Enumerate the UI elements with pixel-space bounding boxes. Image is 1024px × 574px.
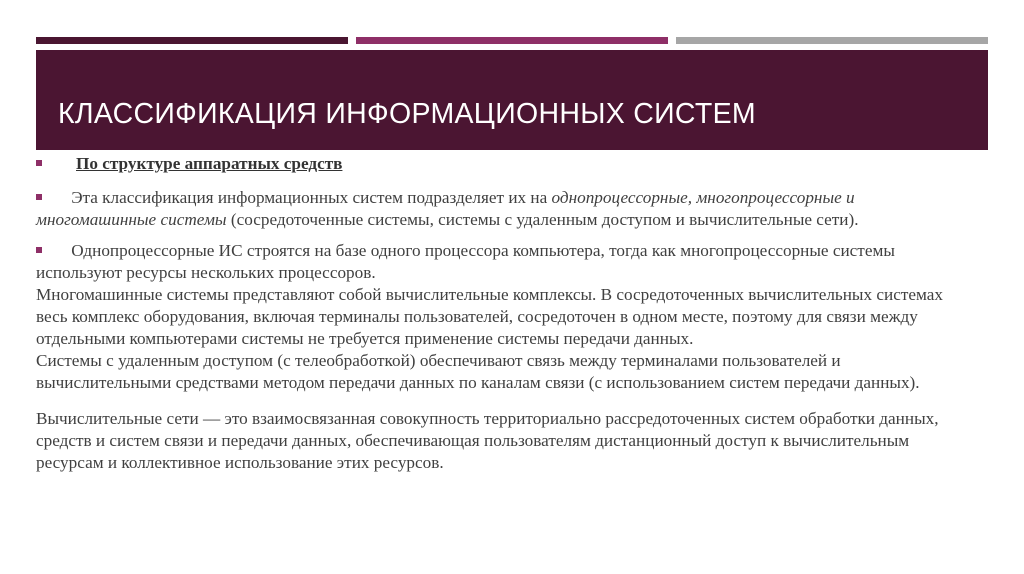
square-bullet-icon [36,160,42,166]
paragraph-classification-start: Эта классификация информационных систем подразделяет их на [71,188,552,207]
section-heading [36,153,956,175]
accent-bar-dark [36,37,348,44]
paragraph-remote-access: Системы с удаленным доступом (с телеобработкой) обеспечивают связь между терминалами пользователей и вычислительными средствами методом передачи данных по каналам связи (с использованием систем передачи данных). [36,351,920,392]
section-heading-text: По структуре аппаратных средств [76,154,343,173]
accent-bar-gray [676,37,988,44]
accent-bar-magenta [356,37,668,44]
paragraph-classification-italic: однопроцессорные, многопроцессорные и многомашинные системы [36,188,855,229]
square-bullet-icon [36,247,42,253]
paragraph-single-processor: Однопроцессорные ИС строятся на базе одного процессора компьютера, тогда как многопроцессорные системы используют ресурсы нескольких процессоров. [36,241,895,282]
paragraph-networks: Вычислительные сети — это взаимосвязанная совокупность территориально рассредоточенных систем обработки данных, средств и систем связи и передачи данных, обеспечивающая пользователям дистанционный доступ к вычислительным ресурсам и коллективное использование этих ресурсов. [36,409,939,472]
paragraph-classification-end: (сосредоточенные системы, системы с удаленным доступом и вычислительные сети). [226,210,859,229]
title-band [36,50,988,150]
slide-content [36,152,956,474]
paragraph-multi-machine: Многомашинные системы представляют собой вычислительные комплексы. В сосредоточенных вычислительных системах весь комплекс оборудования, включая терминалы пользователей, сосредоточен в одном месте, поэтому для связи между отдельными компьютерами системы не требуется применение системы передачи данных. [36,285,943,348]
square-bullet-icon [36,194,42,200]
paragraph-classification [36,187,956,231]
paragraph-system-types [36,240,956,394]
slide-title: КЛАССИФИКАЦИЯ ИНФОРМАЦИОННЫХ СИСТЕМ [58,98,756,130]
